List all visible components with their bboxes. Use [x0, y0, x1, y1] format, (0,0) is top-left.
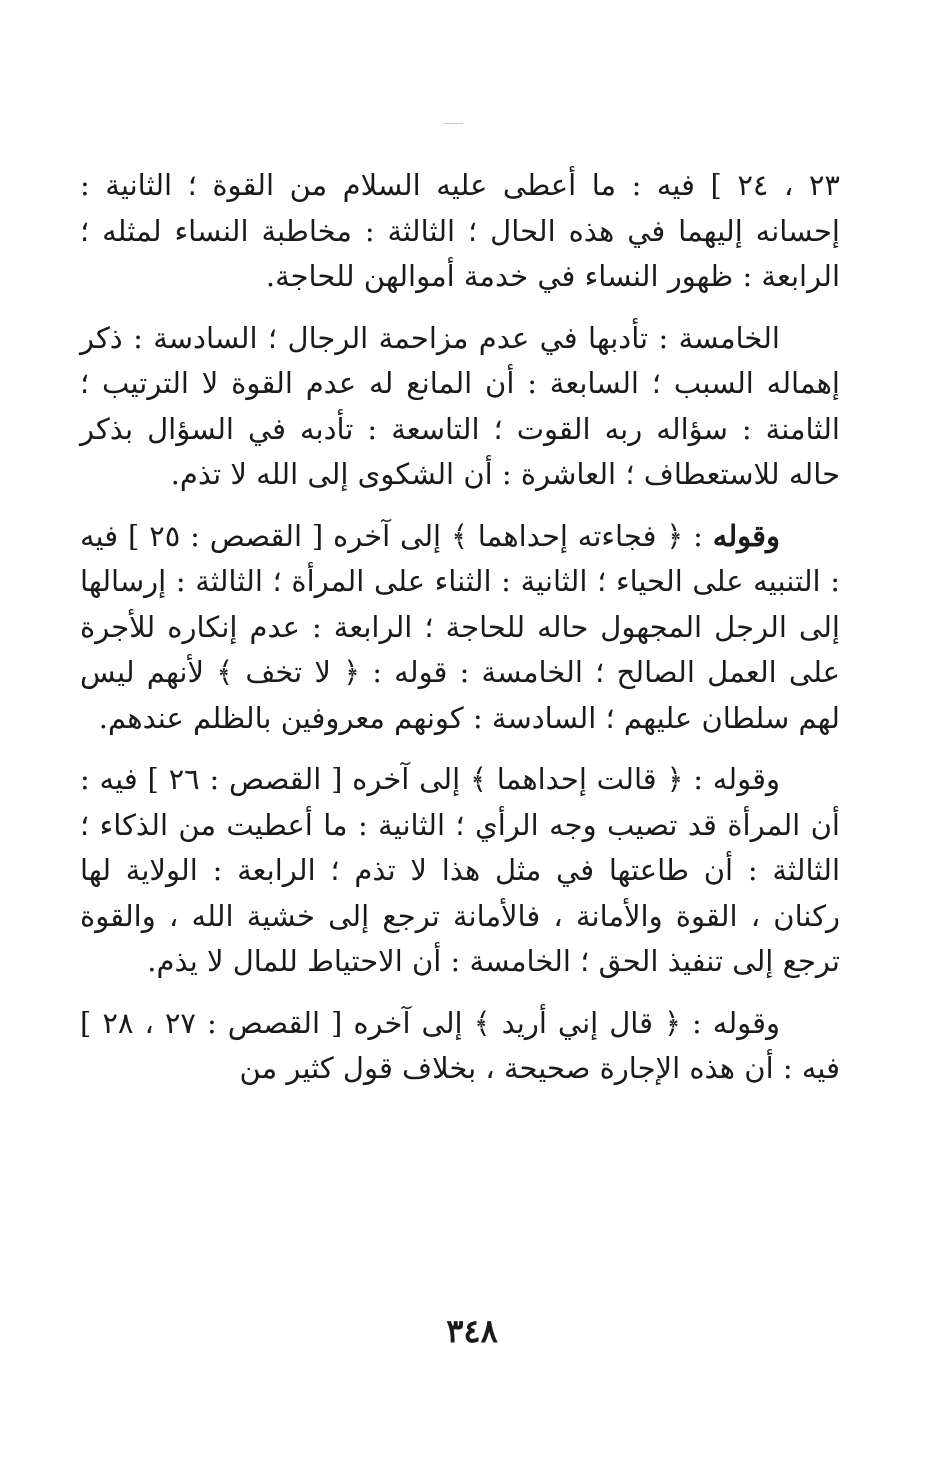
paragraph-2-text: الخامسة : تأدبها في عدم مزاحمة الرجال ؛ السادسة : ذكر إهماله السبب ؛ السابعة : أن المانع له عدم القوة لا الترتيب ؛ الثامنة : سؤاله ربه القوت ؛ التاسعة : تأدبه في السؤال بذكر حاله للاستعطاف ؛ العاشرة : أن الشكوى إلى الله لا تذم.	[80, 320, 840, 491]
page-text	[80, 163, 840, 1108]
paragraph-1-text: ٢٣ ، ٢٤ ] فيه : ما أعطى عليه السلام من القوة ؛ الثانية : إحسانه إليهما في هذه الحال ؛ الثالثة : مخاطبة النساء لمثله ؛ الرابعة : ظهور النساء في خدمة أموالهن للحاجة.	[80, 168, 841, 293]
paragraph-5-text: وقوله : ﴿ قال إني أريد ﴾ إلى آخره [ القصص : ٢٧ ، ٢٨ ] فيه : أن هذه الإجارة صحيحة ، بخلاف قول كثير من	[80, 1005, 840, 1085]
paragraph-3-lead: وقوله	[712, 518, 780, 553]
page-number: ٣٤٨	[446, 1312, 498, 1350]
paragraph-4-text: وقوله : ﴿ قالت إحداهما ﴾ إلى آخره [ القصص : ٢٦ ] فيه : أن المرأة قد تصيب وجه الرأي ؛ الثانية : ما أعطيت من الذكاء ؛ الثالثة : أن طاعتها في مثل هذا لا تذم ؛ الرابعة : الولاية لها ركنان ، القوة والأمانة ، فالأمانة ترجع إلى خشية الله ، والقوة ترجع إلى تنفيذ الحق ؛ الخامسة : أن الاحتياط للمال لا يذم.	[80, 762, 840, 978]
paragraph-3	[80, 514, 840, 742]
paragraph-3-text: : ﴿ فجاءته إحداهما ﴾ إلى آخره [ القصص : ٢٥ ] فيه : التنبيه على الحياء ؛ الثانية : الثناء على المرأة ؛ الثالثة : إرسالها إلى الرجل المجهول حاله للحاجة ؛ الرابعة : عدم إنكاره للأجرة على العمل الصالح ؛ الخامسة : قوله : ﴿ لا تخف ﴾ لأنهم ليس لهم سلطان عليهم ؛ السادسة : كونهم معروفين بالظلم عندهم.	[80, 518, 840, 735]
paragraph-4	[80, 757, 840, 985]
paragraph-2	[80, 316, 840, 498]
top-margin-mark	[443, 123, 463, 124]
paragraph-1	[80, 163, 840, 300]
paragraph-5	[80, 1001, 840, 1092]
